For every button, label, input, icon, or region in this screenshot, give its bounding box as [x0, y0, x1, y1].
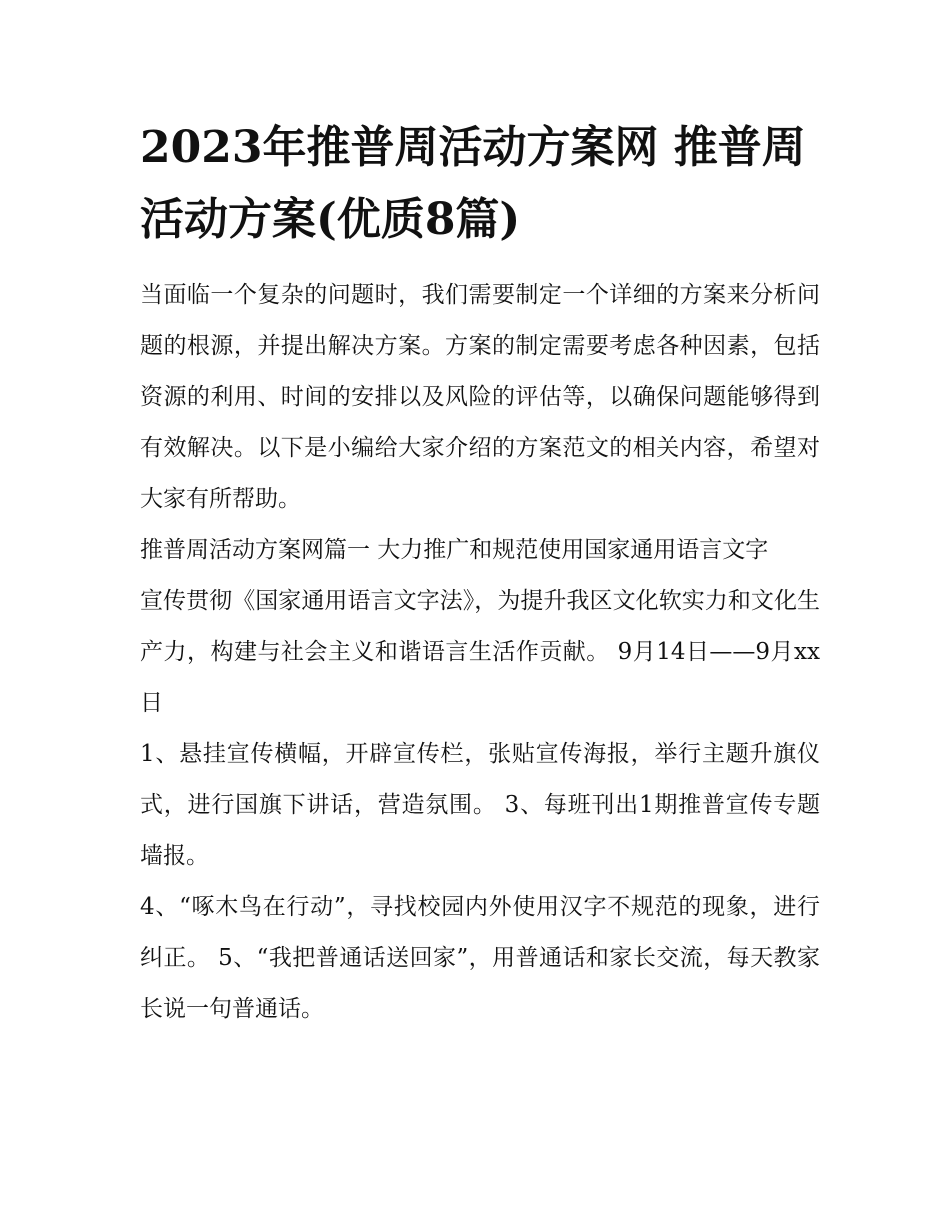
activity-paragraph-2: 4、“啄木鸟在行动”，寻找校园内外使用汉字不规范的现象，进行纠正。 5、“我把普通话送回家”，用普通话和家长交流，每天教家长说一句普通话。 [140, 894, 820, 1022]
section-heading: 推普周活动方案网篇一 大力推广和规范使用国家通用语言文字 [140, 537, 769, 563]
document-title: 2023年推普周活动方案网 推普周活动方案(优质8篇) [140, 122, 806, 245]
activity-paragraph-1: 1、悬挂宣传横幅，开辟宣传栏，张贴宣传海报，举行主题升旗仪式，进行国旗下讲话，营造氛围。 3、每班刊出1期推普宣传专题墙报。 [140, 741, 820, 869]
purpose-paragraph: 宣传贯彻《国家通用语言文字法》，为提升我区文化软实力和文化生产力，构建与社会主义和谐语言生活作贡献。 9月14日——9月xx日 [140, 588, 820, 716]
intro-paragraph: 当面临一个复杂的问题时，我们需要制定一个详细的方案来分析问题的根源，并提出解决方案。方案的制定需要考虑各种因素，包括资源的利用、时间的安排以及风险的评估等，以确保问题能够得到有效解决。以下是小编给大家介绍的方案范文的相关内容，希望对大家有所帮助。 [140, 282, 820, 512]
document-page [140, 112, 820, 1035]
